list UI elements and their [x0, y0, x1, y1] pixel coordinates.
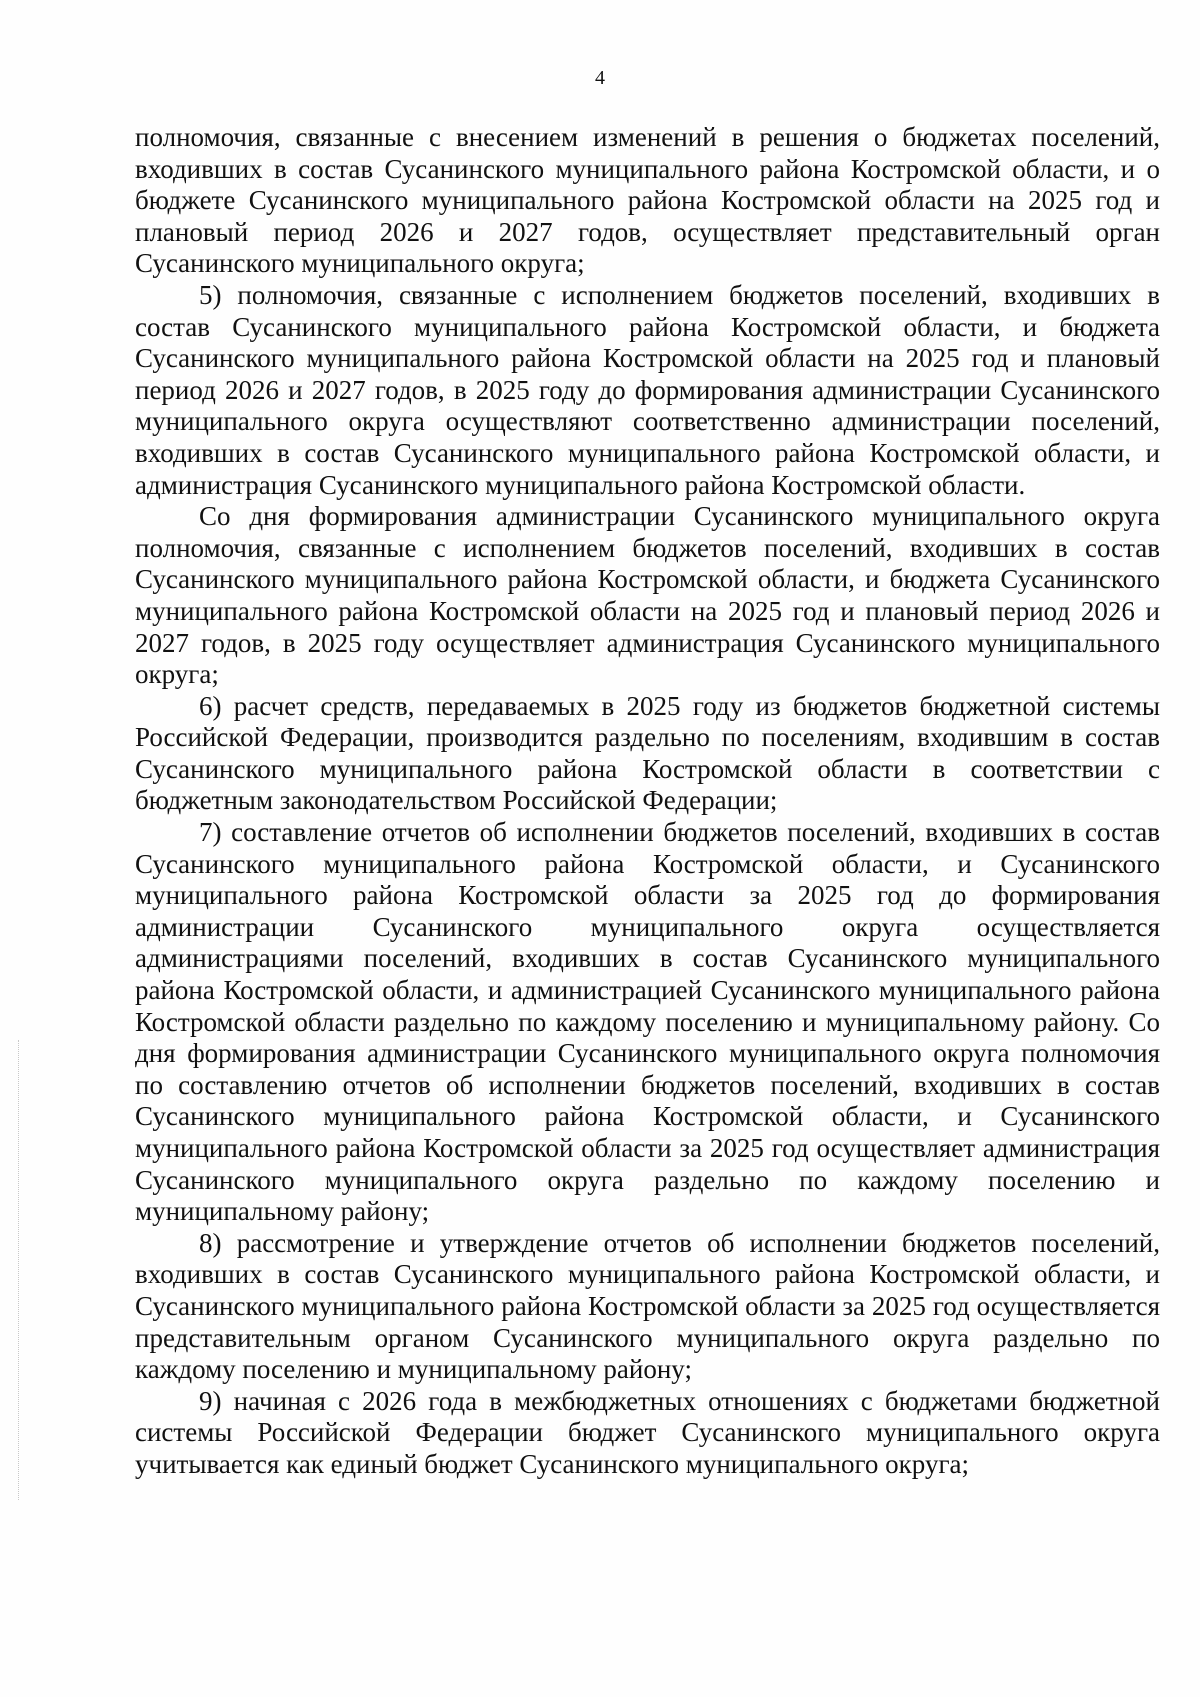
paragraph-item-5: 5) полномочия, связанные с исполнением бюджетов поселений, входивших в состав Сусанинского муниципального района Костромской области, и бюджета Сусанинского муниципального района Костромской области на 2025 год и плановый период 2026 и 2027 годов, в 2025 году до формирования администрации Сусанинского муниципального округа осуществляют соответственно администрации поселений, входивших в состав Сусанинского муниципального района Костромской области, и администрация Сусанинского муниципального района Костромской области.: [135, 279, 1160, 500]
document-body: [135, 122, 1160, 1481]
paragraph-item-7: 7) составление отчетов об исполнении бюджетов поселений, входивших в состав Сусанинского муниципального района Костромской области, и Сусанинского муниципального района Костромской области за 2025 год до формирования администрации Сусанинского муниципального округа осуществляется администрациями поселений, входивших в состав Сусанинского муниципального района Костромской области, и администрацией Сусанинского муниципального района Костромской области раздельно по каждому поселению и муниципальному району. Со дня формирования администрации Сусанинского муниципального округа полномочия по составлению отчетов об исполнении бюджетов поселений, входивших в состав Сусанинского муниципального района Костромской области, и Сусанинского муниципального района Костромской области за 2025 год осуществляет администрация Сусанинского муниципального округа раздельно по каждому поселению и муниципальному району;: [135, 817, 1160, 1227]
paragraph-item-6: 6) расчет средств, передаваемых в 2025 году из бюджетов бюджетной системы Российской Федерации, производится раздельно по поселениям, входившим в состав Сусанинского муниципального района Костромской области в соответствии с бюджетным законодательством Российской Федерации;: [135, 690, 1160, 816]
paragraph-item-9: 9) начиная с 2026 года в межбюджетных отношениях с бюджетами бюджетной системы Российской Федерации бюджет Сусанинского муниципального округа учитывается как единый бюджет Сусанинского муниципального округа;: [135, 1385, 1160, 1479]
scan-margin-mark: [18, 1040, 20, 1500]
paragraph-continuation: полномочия, связанные с внесением изменений в решения о бюджетах поселений, входивших в состав Сусанинского муниципального района Костромской области, и о бюджете Сусанинского муниципального района Костромской области на 2025 год и плановый период 2026 и 2027 годов, осуществляет представительный орган Сусанинского муниципального округа;: [135, 122, 1160, 279]
paragraph-item-8: 8) рассмотрение и утверждение отчетов об исполнении бюджетов поселений, входивших в состав Сусанинского муниципального района Костромской области, и Сусанинского муниципального района Костромской области за 2025 год осуществляется представительным органом Сусанинского муниципального округа раздельно по каждому поселению и муниципальному району;: [135, 1227, 1160, 1385]
page-number: 4: [595, 67, 605, 89]
paragraph-item-5-continued: Со дня формирования администрации Сусанинского муниципального округа полномочия, связанные с исполнением бюджетов поселений, входивших в состав Сусанинского муниципального района Костромской области, и бюджета Сусанинского муниципального района Костромской области на 2025 год и плановый период 2026 и 2027 годов, в 2025 году осуществляет администрация Сусанинского муниципального округа;: [135, 501, 1160, 690]
